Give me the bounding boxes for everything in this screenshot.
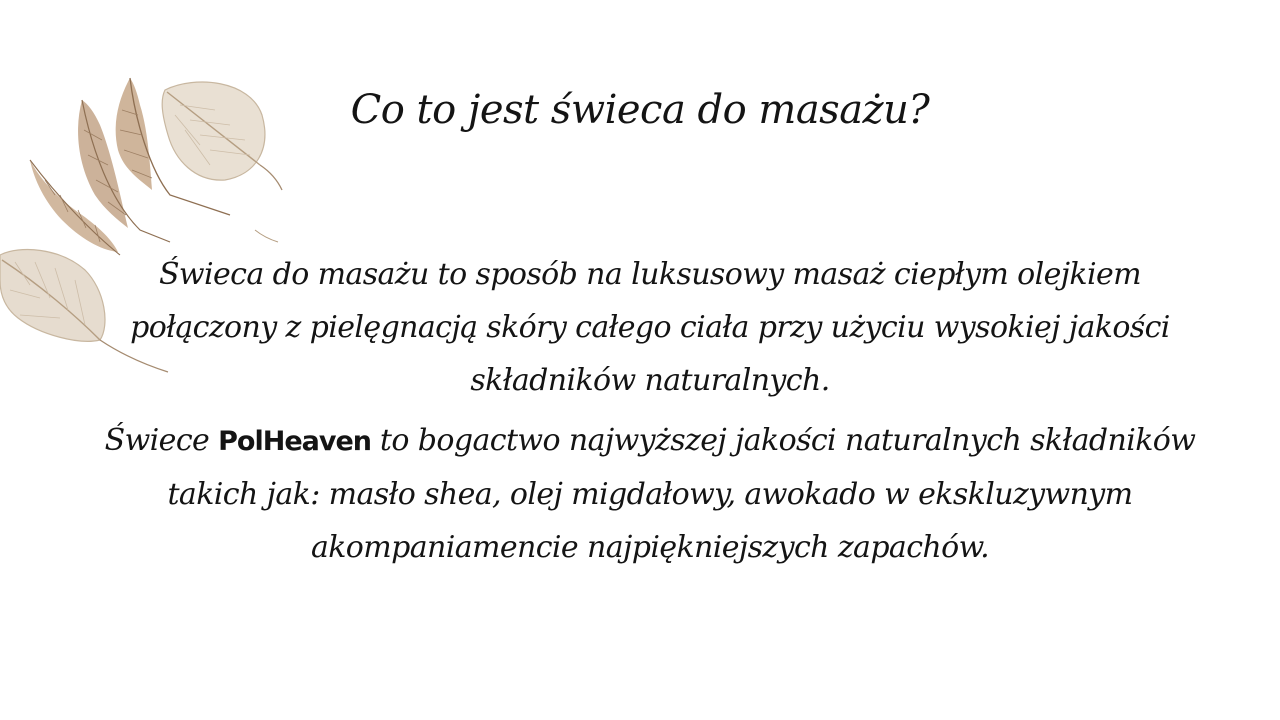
brand-paragraph-prefix: Świece <box>104 423 219 458</box>
brand-paragraph <box>90 414 1210 574</box>
description-paragraph: Świeca do masażu to sposób na luksusowy masaż ciepłym olejkiem połączony z pielęgnacją skóry całego ciała przy użyciu wysokiej jakości składników naturalnych. <box>130 257 1170 398</box>
leaf-stem <box>255 230 278 242</box>
page-title: Co to jest świeca do masażu? <box>350 87 930 133</box>
brand-paragraph-suffix: to bogactwo najwyższej jakości naturalnych składników takich jak: masło shea, olej migdałowy, awokado w ekskluzywnym akompaniamencie najpiękniejszych zapachów. <box>167 423 1196 565</box>
brand-name: PolHeaven <box>218 426 371 457</box>
